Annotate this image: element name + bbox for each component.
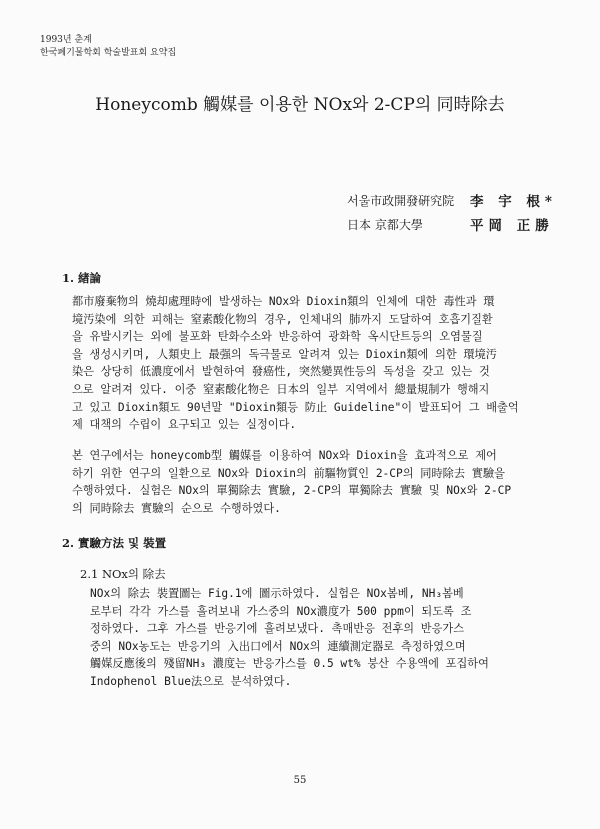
- text-line: 중의 NOx농도는 반응기의 入出口에서 NOx의 連續測定器로 측정하였으며: [90, 639, 466, 653]
- text-line: 정하였다. 그후 가스를 반응기에 흘려보냈다. 촉매반응 전후의 반응가스: [90, 622, 465, 636]
- text-line: 境汚染에 의한 피해는 窒素酸化物의 경우, 인체내의 肺까지 도달하여 호흡기질환: [72, 312, 493, 326]
- text-line: 觸媒反應後의 殘留NH₃ 濃度는 반응가스를 0.5 wt% 붕산 수용액에 포집하여: [90, 657, 489, 671]
- text-line: 의 同時除去 實驗의 순으로 수행하였다.: [72, 501, 281, 515]
- section-1-paragraph-2: [72, 447, 532, 517]
- text-line: 으로 알려져 있다. 이중 窒素酸化物은 日本의 일부 지역에서 總量規制가 행해지: [72, 382, 490, 396]
- page-number: 55: [293, 775, 307, 786]
- text-line: 수행하였다. 실험은 NOx의 單獨除去 實驗, 2-CP의 單獨除去 實驗 및 NOx와 2-CP: [72, 484, 512, 498]
- text-line: 을 생성시키며, 人類史上 最强의 독극물로 알려져 있는 Dioxin類에 의한 環境汚: [72, 347, 497, 361]
- text-line: 을 유발시키는 외에 불포화 탄화수소와 반응하여 광화학 옥시단트등의 오염물질: [72, 330, 483, 344]
- section-2-heading: 2. 實驗方法 및 裝置: [62, 536, 167, 550]
- text-line: 하기 위한 연구의 일환으로 NOx와 Dioxin의 前驅物質인 2-CP의 同時除去 實驗을: [72, 466, 505, 480]
- text-line: 로부터 각각 가스를 흘려보내 가스중의 NOx濃度가 500 ppm이 되도록 조: [90, 604, 472, 618]
- text-line: 본 연구에서는 honeycomb型 觸媒를 이용하여 NOx와 Dioxin을 효과적으로 제어: [72, 449, 497, 462]
- section-2-1-paragraph: [90, 585, 532, 691]
- author-2-affiliation: 日本 京都大學: [347, 218, 423, 232]
- header-proceedings: 한국폐기물학회 학술발표회 요약집: [40, 48, 177, 58]
- section-2-1-heading: 2.1 NOx의 除去: [80, 567, 166, 581]
- author-1-affiliation: 서울市政開發硏究院: [347, 194, 455, 208]
- paper-title: Honeycomb 觸媒를 이용한 NOx와 2-CP의 同時除去: [95, 95, 505, 115]
- text-line: Indophenol Blue法으로 분석하였다.: [90, 674, 292, 688]
- author-2-name: 平岡 正勝: [470, 218, 554, 234]
- text-line: 고 있고 Dioxin類도 90년말 "Dioxin類등 防止 Guideline"이 발표되어 그 배출억: [72, 400, 519, 414]
- section-1-heading: 1. 緖論: [62, 271, 102, 285]
- header-year: 1993년 춘계: [40, 35, 92, 45]
- author-1-name: 李 宇 根*: [470, 194, 557, 210]
- text-line: NOx의 除去 裝置圖는 Fig.1에 圖示하였다. 실험은 NOx봄베, NH₃봄베: [90, 587, 464, 600]
- text-line: 都市廢棄物의 燒却處理時에 발생하는 NOx와 Dioxin類의 인체에 대한 毒性과 環: [72, 295, 495, 308]
- text-line: 染은 상당히 低濃度에서 발현하여 發癌性, 突然變異性등의 독성을 갖고 있는 것: [72, 365, 490, 379]
- text-line: 제 대책의 수립이 요구되고 있는 실정이다.: [72, 418, 297, 432]
- section-1-paragraph-1: [72, 293, 532, 434]
